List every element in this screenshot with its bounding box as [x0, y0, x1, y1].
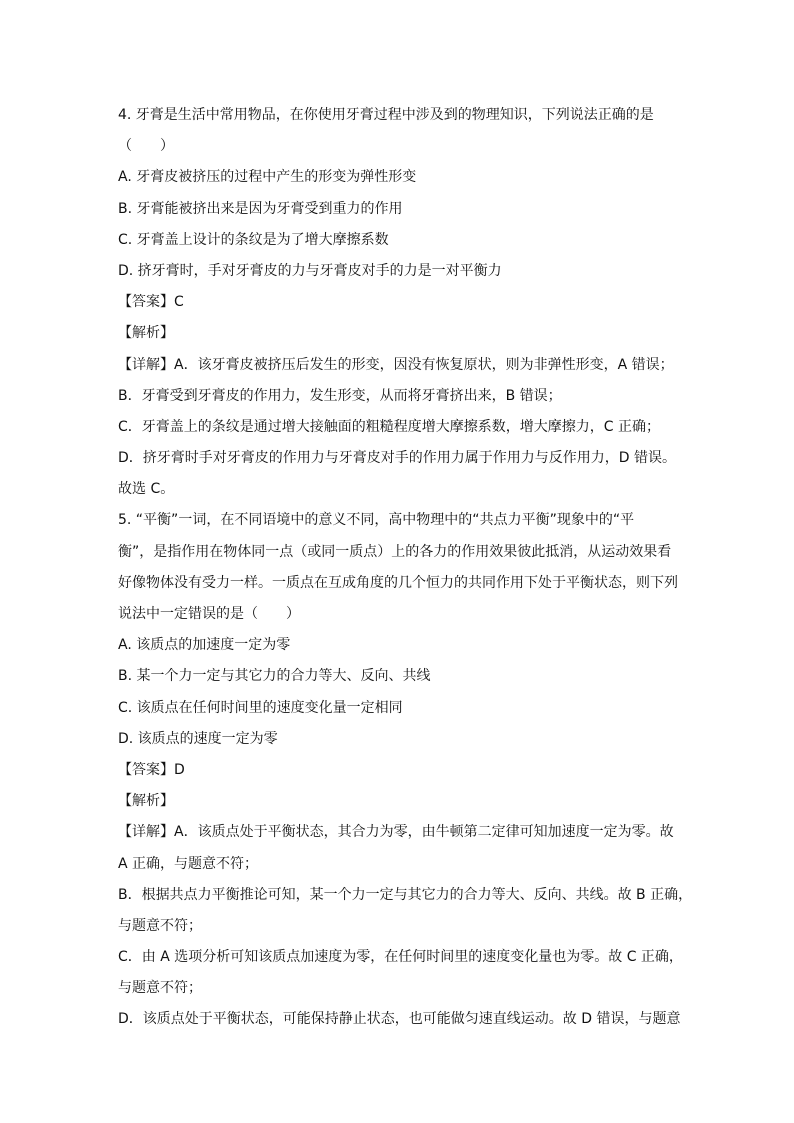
- q5-detail-1b: A 正确，与题意不符；: [118, 855, 259, 872]
- q4-option-d: D. 挤牙膏时，手对牙膏皮的力与牙膏皮对手的力是一对平衡力: [118, 262, 502, 279]
- q4-detail-4: D．挤牙膏时手对牙膏皮的作用力与牙膏皮对手的作用力属于作用力与反作用力，D 错误。: [118, 450, 677, 467]
- q5-detail-2b: 与题意不符；: [118, 917, 202, 934]
- q5-stem-line4: 说法中一定错误的是（ ）: [118, 606, 300, 622]
- q4-answer: 【答案】C: [118, 294, 184, 311]
- q4-detail-3: C．牙膏盖上的条纹是通过增大接触面的粗糙程度增大摩擦系数，增大摩擦力，C 正确；: [118, 418, 660, 435]
- q4-option-c: C. 牙膏盖上设计的条纹是为了增大摩擦系数: [118, 231, 389, 248]
- q5-option-c: C. 该质点在任何时间里的速度变化量一定相同: [118, 699, 403, 716]
- q4-detail-1: 【详解】A．该牙膏皮被挤压后发生的形变，因没有恢复原状，则为非弹性形变，A 错误；: [118, 356, 674, 373]
- q4-option-a: A. 牙膏皮被挤压的过程中产生的形变为弹性形变: [118, 169, 417, 186]
- q5-detail-2a: B．根据共点力平衡推论可知，某一个力一定与其它力的合力等大、反向、共线。故 B 正确，: [118, 886, 693, 903]
- q4-stem-line1: 4. 牙膏是生活中常用物品，在你使用牙膏过程中涉及到的物理知识，下列说法正确的是: [118, 107, 654, 123]
- q5-option-d: D. 该质点的速度一定为零: [118, 730, 278, 747]
- q4-stem-line2: （ ）: [118, 138, 174, 155]
- q5-option-a: A. 该质点的加速度一定为零: [118, 637, 291, 654]
- q4-detail-2: B．牙膏受到牙膏皮的作用力，发生形变，从而将牙膏挤出来，B 错误；: [118, 387, 562, 404]
- q4-conclusion: 故选 C。: [118, 481, 175, 498]
- q5-detail-3b: 与题意不符；: [118, 980, 202, 997]
- q5-stem-line3: 好像物体没有受力一样。一质点在互成角度的几个恒力的共同作用下处于平衡状态，则下列: [118, 574, 678, 591]
- q5-option-b: B. 某一个力一定与其它力的合力等大、反向、共线: [118, 668, 431, 685]
- q4-option-b: B. 牙膏能被挤出来是因为牙膏受到重力的作用: [118, 200, 403, 217]
- q5-detail-1a: 【详解】A．该质点处于平衡状态，其合力为零，由牛顿第二定律可知加速度一定为零。故: [118, 824, 674, 841]
- q5-stem-line2: 衡”，是指作用在物体同一点（或同一质点）上的各力的作用效果彼此抵消，从运动效果看: [118, 543, 672, 560]
- q5-analysis-label: 【解析】: [118, 793, 174, 810]
- q5-detail-4a: D．该质点处于平衡状态，可能保持静止状态，也可能做匀速直线运动。故 D 错误，与题意: [118, 1011, 681, 1028]
- q5-stem-line1: 5. “平衡”一词，在不同语境中的意义不同，高中物理中的“共点力平衡”现象中的“平: [118, 512, 635, 529]
- q4-analysis-label: 【解析】: [118, 325, 174, 342]
- q5-answer: 【答案】D: [118, 761, 185, 778]
- document-page: [118, 100, 693, 1036]
- q5-detail-3a: C．由 A 选项分析可知该质点加速度为零，在任何时间里的速度变化量也为零。故 C 正确，: [118, 949, 683, 966]
